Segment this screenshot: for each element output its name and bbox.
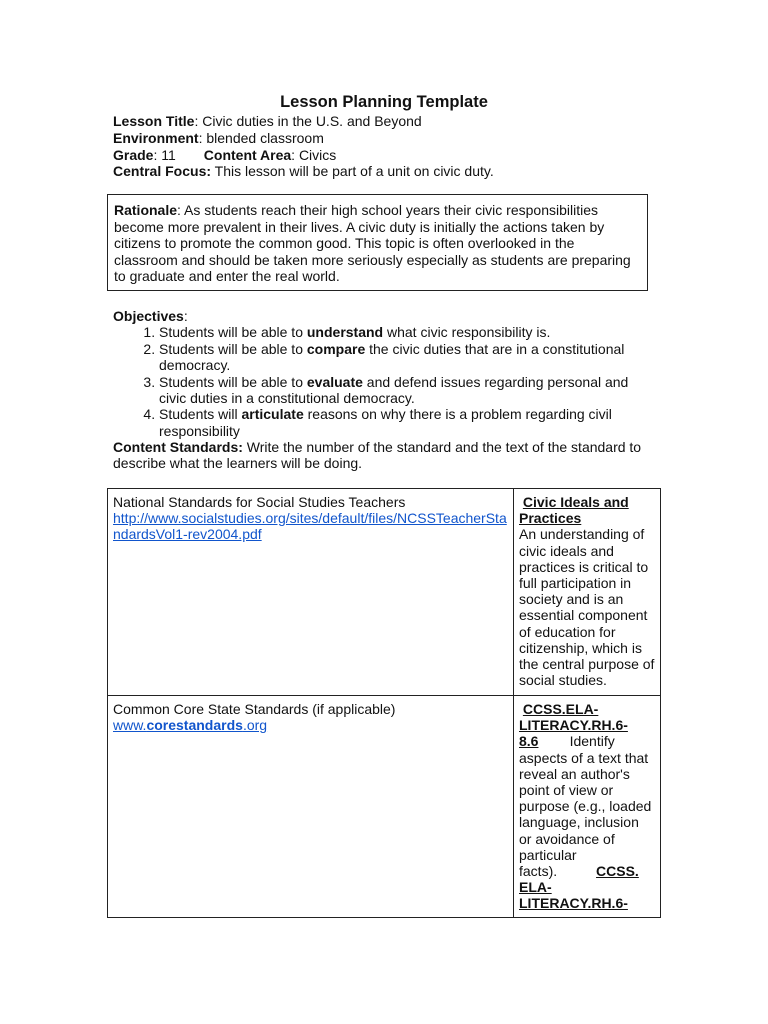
common-core-label: Common Core State Standards (if applicable) [113, 701, 396, 717]
table-row [108, 489, 661, 696]
ccss-cell [514, 696, 661, 918]
rationale-box [107, 194, 648, 291]
civic-ideals-heading: Civic Ideals and Practices [519, 494, 629, 527]
objective-item: 3. Students will be able to evaluate and defend issues regarding personal and civic duties in a constitutional democracy. [159, 374, 653, 407]
civic-ideals-text: An understanding of civic ideals and practices is critical to full participation in society and is an essential component of education for citizenship, which is the central purpose of social studies. [519, 526, 655, 689]
ccss-code-1: CCSS.ELA-LITERACY.RH.6-8.6 [519, 701, 628, 750]
lesson-meta [113, 113, 494, 180]
content-standards-label: Content Standards: [113, 439, 243, 455]
objectives-list [113, 324, 653, 439]
content-standards: Content Standards: Write the number of the standard and the text of the standard to describe what the learners will be doing. [113, 439, 642, 472]
common-core-cell [108, 696, 514, 918]
rationale-text: : As students reach their high school years their civic responsibilities become more prevalent in their lives. A civic duty is initially the actions taken by citizens to promote the common good. This topic is often overlooked in the classroom and should be taken more seriously especially as students are preparing to graduate and enter the real world. [114, 202, 631, 285]
lesson-title-line: Lesson Title: Civic duties in the U.S. and Beyond [113, 113, 422, 129]
ncss-cell [108, 489, 514, 696]
table-row [108, 696, 661, 918]
grade-line: Grade: 11 Content Area: Civics [113, 146, 337, 163]
ccss-text-1: Identify aspects of a text that reveal an author's point of view or purpose (e.g., loaded language, inclusion or avoidance of particular facts). [519, 733, 652, 880]
ncss-link[interactable]: http://www.socialstudies.org/sites/default/files/NCSSTeacherStandardsVol1-rev2004.pdf [113, 510, 507, 543]
ccss-code-2: CCSS. ELA-LITERACY.RH.6- [519, 863, 639, 912]
civic-ideals-cell [514, 489, 661, 696]
corestandards-link[interactable]: www.corestandards.org [113, 717, 268, 734]
page-title: Lesson Planning Template [280, 93, 488, 111]
objectives-section: Objectives: 1. Students will be able to understand what civic responsibility is. 2. Students will be able to compare the civic duties that are in a constitutional democracy. 3. Students will be able to evaluate and defend issues regarding personal and civic duties in a constitutional democracy. 4. Students will articulate reasons on why there is a problem regarding civil responsibility [113, 308, 653, 439]
central-focus-line: Central Focus: This lesson will be part of a unit on civic duty. [113, 163, 494, 180]
rationale-label: Rationale [114, 202, 178, 218]
environment-line: Environment: blended classroom [113, 129, 324, 146]
objective-item: 4. Students will articulate reasons on why there is a problem regarding civil responsibility [159, 406, 653, 439]
ncss-label: National Standards for Social Studies Teachers [113, 494, 406, 510]
objectives-label: Objectives [113, 308, 184, 324]
standards-table [107, 488, 661, 918]
objective-item: 1. Students will be able to understand what civic responsibility is. [159, 324, 653, 340]
objective-item: 2. Students will be able to compare the civic duties that are in a constitutional democracy. [159, 341, 653, 374]
